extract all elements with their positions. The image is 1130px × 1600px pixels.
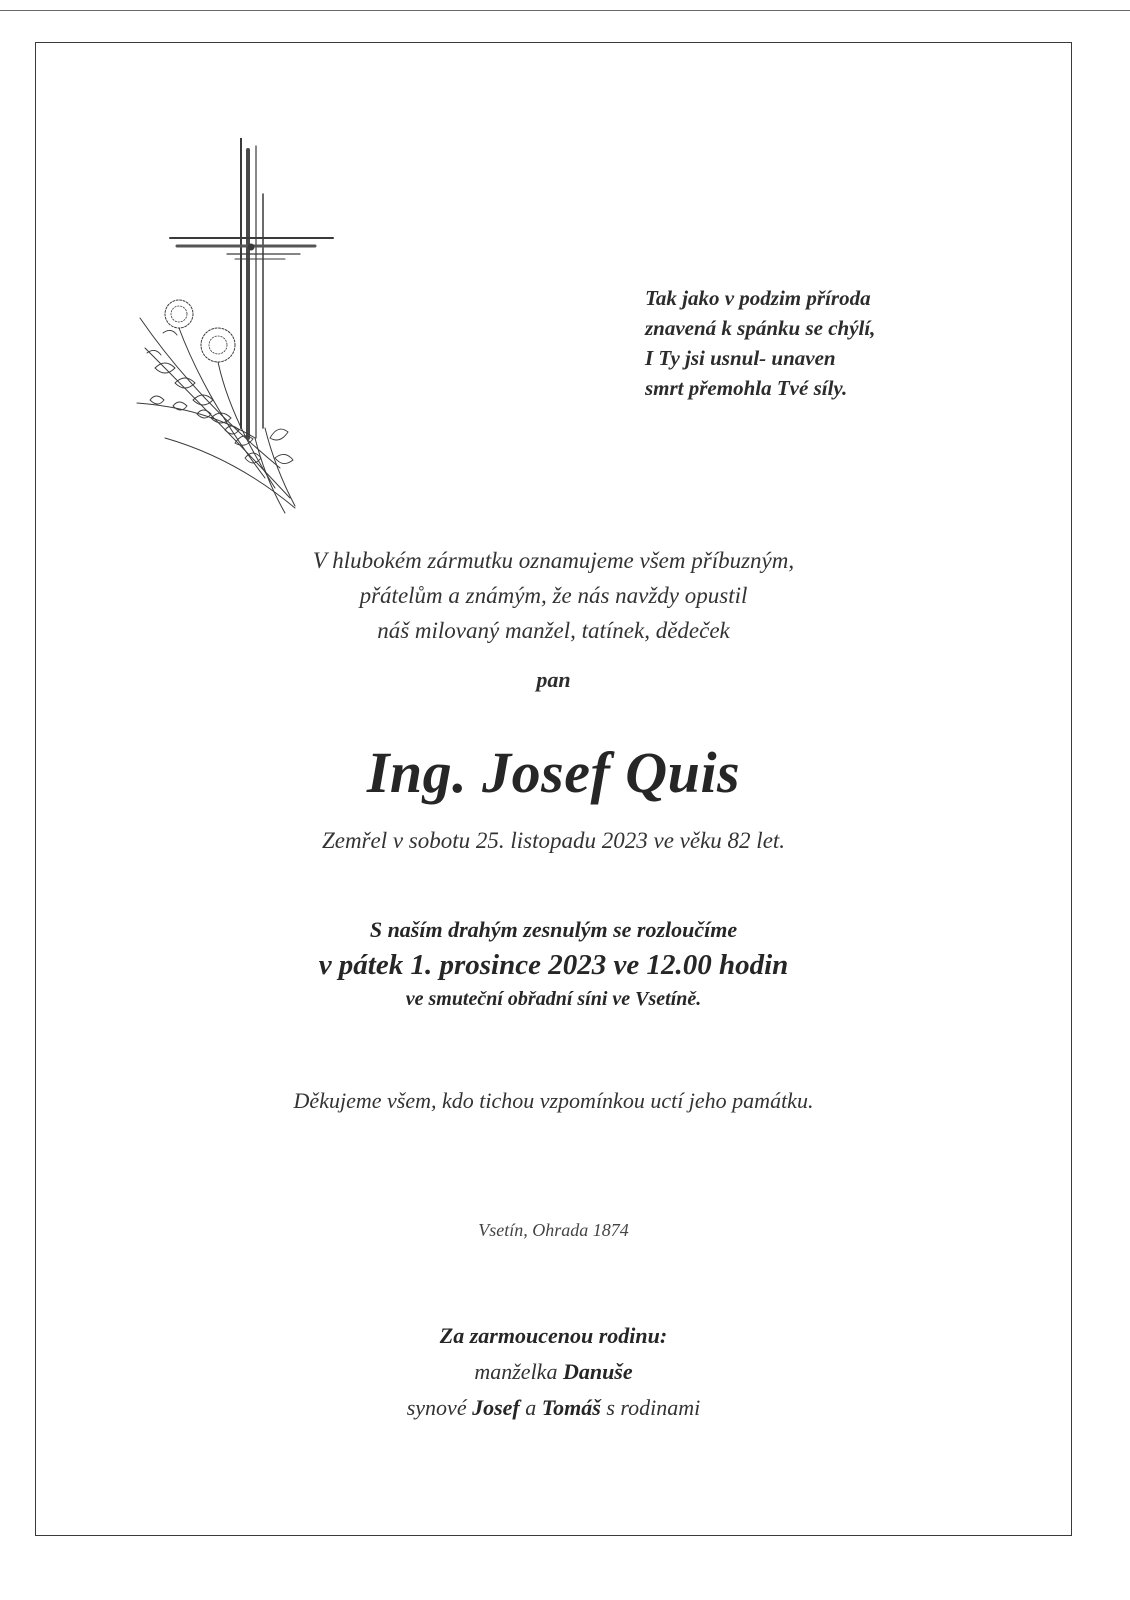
- thanks-line: Děkujeme všem, kdo tichou vzpomínkou uctí jeho památku.: [293, 1088, 814, 1113]
- poem-verse: [645, 283, 935, 403]
- sons-prefix: synové: [406, 1395, 467, 1420]
- announcement-intro: [35, 543, 1072, 648]
- intro-line: přátelům a známým, že nás navždy opustil: [359, 583, 748, 608]
- family-heading: Za zarmoucenou rodinu:: [439, 1323, 668, 1348]
- address: Vsetín, Ohrada 1874: [478, 1220, 629, 1240]
- intro-line: V hlubokém zármutku oznamujeme všem příbuzným,: [312, 548, 795, 573]
- conjunction: a: [525, 1395, 537, 1420]
- son-name: Tomáš: [541, 1395, 601, 1420]
- farewell-place: ve smuteční obřadní síni ve Vsetíně.: [405, 988, 702, 1010]
- farewell-date-time: v pátek 1. prosince 2023 ve 12.00 hodin: [318, 949, 789, 981]
- poem-line: znavená k spánku se chýlí,: [645, 316, 876, 340]
- title-prefix: pan: [536, 667, 571, 692]
- poem-line: smrt přemohla Tvé síly.: [645, 376, 848, 400]
- sons-suffix: s rodinami: [606, 1395, 701, 1420]
- scan-edge-line: [0, 10, 1130, 11]
- family-signature: [35, 1318, 1072, 1426]
- wife-prefix: manželka: [474, 1359, 558, 1384]
- cross-with-flowers-icon: [135, 138, 345, 518]
- farewell-line: S naším drahým zesnulým se rozloučíme: [369, 917, 738, 942]
- intro-line: náš milovaný manžel, tatínek, dědeček: [377, 618, 730, 643]
- farewell-info: [35, 914, 1072, 1014]
- poem-line: Tak jako v podzim příroda: [645, 286, 871, 310]
- poem-line: I Ty jsi usnul- unaven: [645, 346, 836, 370]
- wife-name: Danuše: [562, 1359, 633, 1384]
- son-name: Josef: [472, 1395, 520, 1420]
- deceased-name: Ing. Josef Quis: [366, 740, 741, 805]
- family-sons-line: [35, 1390, 1072, 1426]
- family-wife-line: [35, 1354, 1072, 1390]
- death-date-line: Zemřel v sobotu 25. listopadu 2023 ve věku 82 let.: [321, 828, 786, 853]
